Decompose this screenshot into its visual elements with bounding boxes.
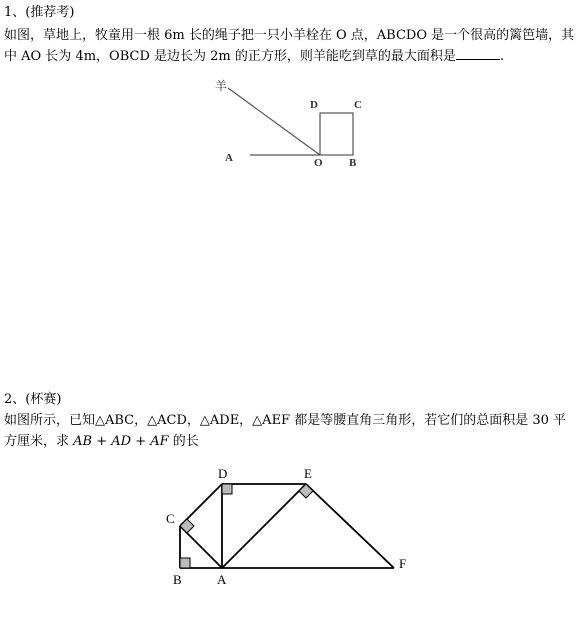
problem-1-heading: 1、(推荐考): [4, 5, 75, 20]
right-angle-d: [222, 484, 232, 494]
segment-ea: [222, 484, 306, 568]
right-angle-b: [180, 558, 190, 568]
label-f2: F: [399, 556, 407, 571]
right-angle-c: [180, 519, 194, 533]
problem-2-math: AB + AD + AF: [73, 434, 169, 449]
problem-2-statement: 如图所示，已知△ABC，△ACD，△ADE，△AEF 都是等腰直角三角形，若它们的总面积是 30 平方厘米，求: [4, 413, 567, 449]
label-d1: D: [310, 99, 318, 111]
label-c2: C: [166, 511, 175, 526]
segment-ef: [306, 484, 394, 568]
label-d2: D: [218, 466, 228, 481]
problem-2-end: 的长: [172, 434, 199, 449]
label-b1: B: [349, 157, 357, 169]
right-angle-e: [299, 484, 313, 498]
label-c1: C: [354, 99, 362, 111]
label-a1: A: [225, 152, 233, 164]
label-b2: B: [173, 572, 182, 587]
problem-1-statement: 如图，草地上，牧童用一根 6m 长的绳子把一只小羊栓在 O 点，ABCDO 是一个很高的篱笆墙，其中 AO 长为 4m，OBCD 是边长为 2m 的正方形，则羊能吃到草的最大面积是: [4, 28, 575, 64]
label-o1: O: [314, 157, 323, 169]
problem-2-heading: 2、(杯赛): [4, 392, 62, 407]
label-a2: A: [217, 572, 227, 587]
problem-1-end: .: [499, 49, 504, 64]
sheep-label: 羊: [215, 79, 228, 93]
label-e2: E: [304, 466, 312, 481]
